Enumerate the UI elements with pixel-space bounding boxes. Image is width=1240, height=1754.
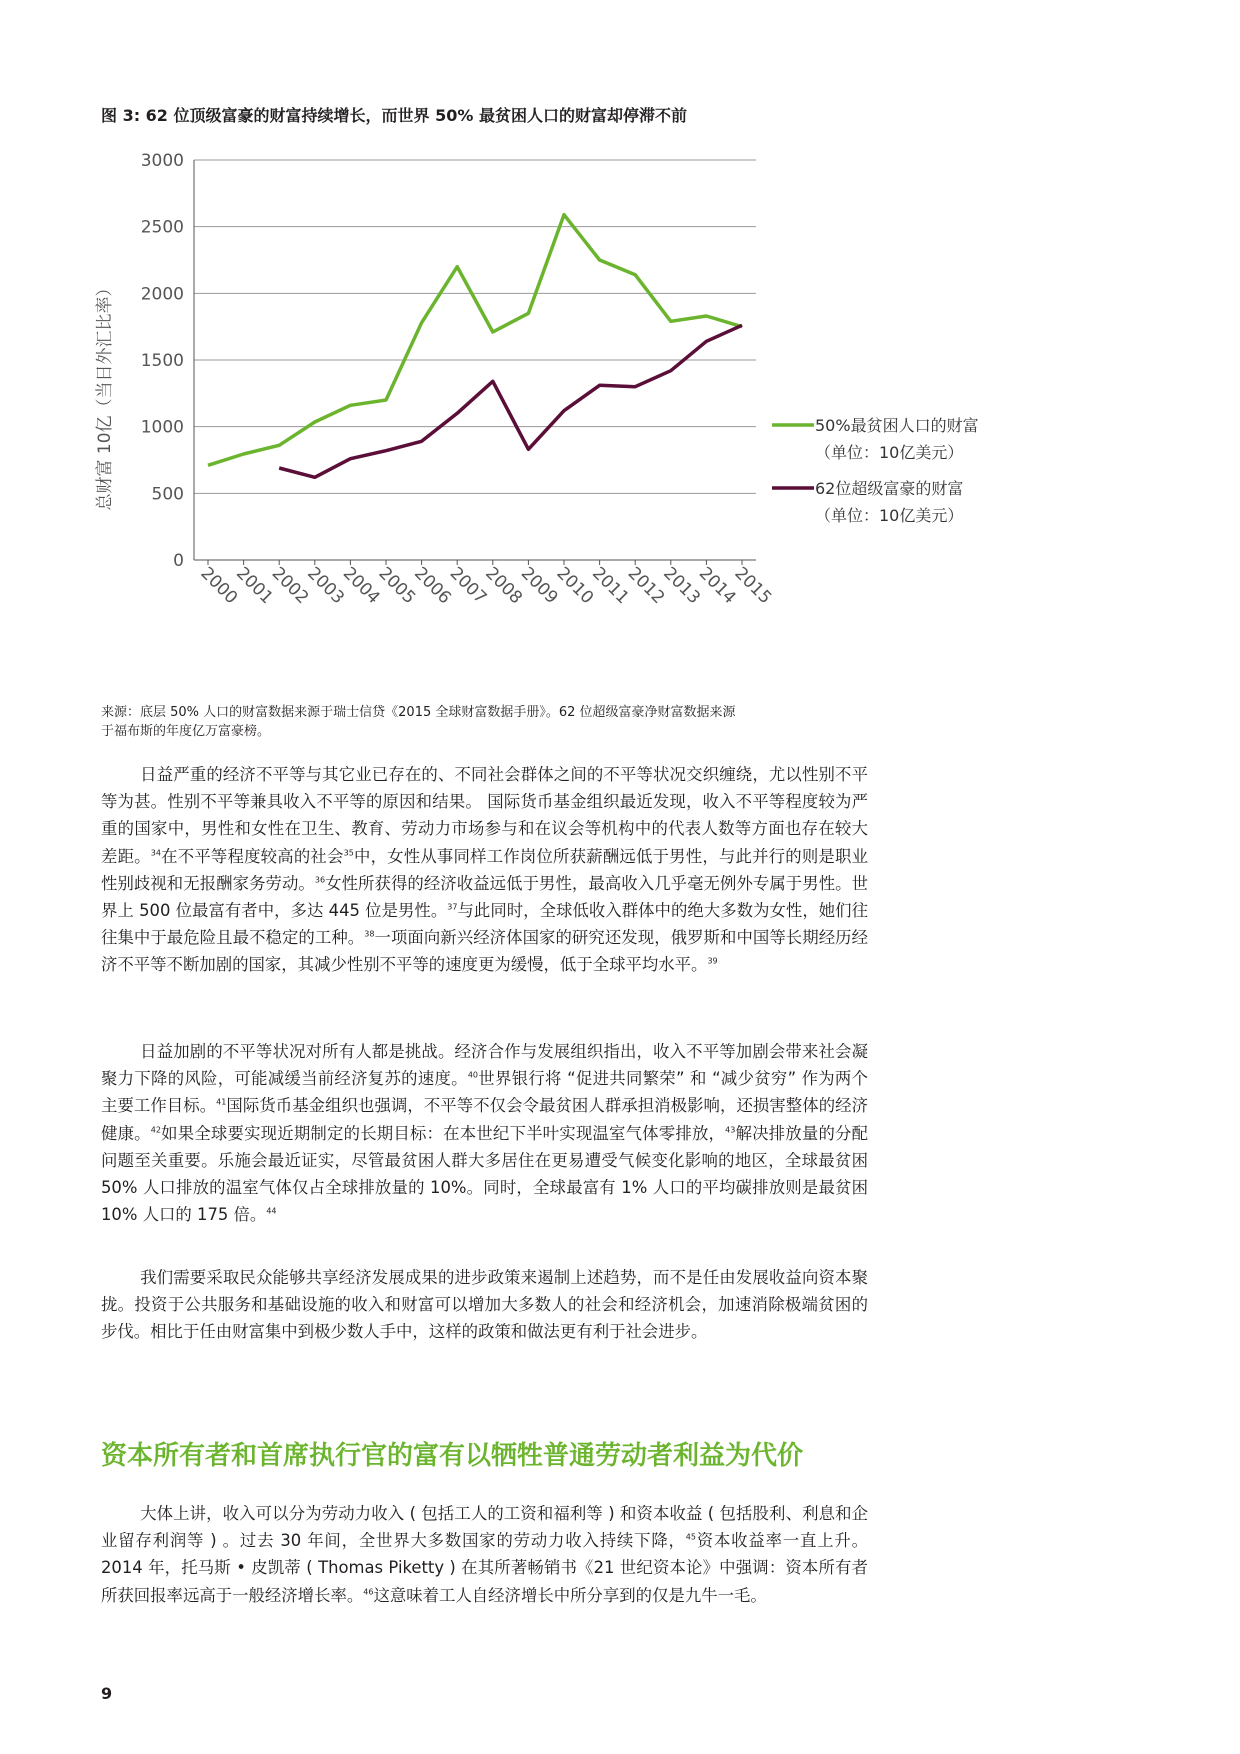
- source-line-1: 来源：底层 50% 人口的财富数据来源于瑞士信贷《2015 全球财富数据手册》。62 位超级富豪净财富数据来源: [101, 705, 736, 720]
- x-tick-label: 2008: [481, 563, 526, 609]
- paragraph-1: 日益严重的经济不平等与其它业已存在的、不同社会群体之间的不平等状况交织缠绕，尤以性别不平等为甚。性别不平等兼具收入不平等的原因和结果。 国际货币基金组织最近发现，收入不平等程度较为严重的国家中，男性和女性在卫生、教育、劳动力市场参与和在议会等机构中的代表人数等方面也存在较大差距。$^{34}$在不平等程度较高的社会$^{35}$中，女性从事同样工作岗位所获薪酬远低于男性，与此并行的则是职业性别歧视和无报酬家务劳动。$^{36}$女性所获得的经济收益远低于男性，最高收入几乎毫无例外专属于男性。世界上 500 位最富有者中，多达 445 位是男性。$^{37}$与此同时，全球低收入群体中的绝大多数为女性，她们往往集中于最危险且最不稳定的工种。$^{38}$一项面向新兴经济体国家的研究还发现，俄罗斯和中国等长期经历经济不平等不断加剧的国家，其减少性别不平等的速度更为缓慢，低于全球平均水平。$^{39}$: [101, 765, 869, 975]
- page-number: 9: [101, 1684, 113, 1703]
- figure-title: 图 3: 62 位顶级富豪的财富持续增长，而世界 50% 最贫困人口的财富却停滞不前: [101, 106, 687, 125]
- chart-y-axis-label: 总财富 10亿（当日外汇比率）: [95, 279, 115, 511]
- legend-label-richest: 62位超级富豪的财富: [815, 479, 964, 498]
- chart-legend: [770, 408, 1010, 548]
- chart-series-lines: [208, 215, 742, 478]
- x-tick-label: 2010: [552, 563, 598, 609]
- paragraph-4: 大体上讲，收入可以分为劳动力收入 ( 包括工人的工资和福利等 ) 和资本收益 ( 包括股利、利息和企业留存利润等 ) 。过去 30 年间，全世界大多数国家的劳动力收入持续下降，$^{45}$资本收益率一直上升。2014 年，托马斯 • 皮凯蒂 ( Thomas Piketty ) 在其所著畅销书《21 世纪资本论》中强调：资本所有者所获回报率远高于一般经济增长率。$^{46}$这意味着工人自经济增长中所分享到的仅是九牛一毛。: [101, 1504, 868, 1605]
- y-tick-label: 0: [173, 551, 184, 571]
- x-tick-label: 2014: [694, 563, 740, 609]
- section-heading: 资本所有者和首席执行官的富有以牺牲普通劳动者利益为代价: [101, 1441, 804, 1471]
- x-tick-label: 2006: [410, 563, 455, 609]
- y-tick-label: 1000: [140, 417, 184, 438]
- x-tick-label: 2003: [303, 563, 348, 609]
- x-tick-label: 2012: [623, 563, 669, 609]
- x-tick-label: 2005: [374, 563, 420, 609]
- figure-source-note: [101, 703, 871, 741]
- y-tick-label: 500: [151, 484, 184, 505]
- x-tick-label: 2009: [516, 563, 562, 609]
- x-tick-label: 2000: [196, 563, 242, 609]
- x-tick-label: 2011: [588, 563, 633, 609]
- x-tick-label: 2002: [267, 563, 313, 609]
- y-tick-label: 1500: [140, 351, 184, 371]
- series-line-0: [208, 215, 742, 466]
- legend-label-poorest: 50%最贫困人口的财富: [815, 416, 979, 435]
- chart-gridlines: [194, 160, 756, 560]
- y-tick-label: 3000: [140, 151, 184, 171]
- paragraph-3: 我们需要采取民众能够共享经济发展成果的进步政策来遏制上述趋势，而不是任由发展收益向资本聚拢。投资于公共服务和基础设施的收入和财富可以增加大多数人的社会和经济机会，加速消除极端贫困的步伐。相比于任由财富集中到极少数人手中，这样的政策和做法更有利于社会进步。: [101, 1268, 868, 1342]
- paragraph-2: 日益加剧的不平等状况对所有人都是挑战。经济合作与发展组织指出，收入不平等加剧会带来社会凝聚力下降的风险，可能减缓当前经济复苏的速度。$^{40}$世界银行将 “促进共同繁荣” 和 “减少贫穷” 作为两个主要工作目标。$^{41}$国际货币基金组织也强调，不平等不仅会令最贫困人群承担消极影响，还损害整体的经济健康。$^{42}$如果全球要实现近期制定的长期目标：在本世纪下半叶实现温室气体零排放，$^{43}$解决排放量的分配问题至关重要。乐施会最近证实，尽管最贫困人群大多居住在更易遭受气候变化影响的地区，全球最贫困 50% 人口排放的温室气体仅占全球排放量的 10%。同时，全球最富有 1% 人口的平均碳排放则是最贫困 10% 人口的 175 倍。$^{44}$: [101, 1042, 869, 1225]
- source-line-2: 于福布斯的年度亿万富豪榜。: [101, 724, 271, 739]
- x-tick-label: 2001: [232, 563, 277, 609]
- x-tick-label: 2015: [730, 563, 776, 609]
- y-tick-label: 2500: [140, 217, 184, 238]
- y-tick-label: 2000: [140, 284, 184, 305]
- x-tick-label: 2013: [659, 563, 704, 609]
- wealth-line-chart: [90, 140, 790, 675]
- legend-label-richest-unit: （单位：10亿美元）: [815, 506, 964, 525]
- x-tick-label: 2004: [338, 563, 384, 609]
- legend-label-poorest-unit: （单位：10亿美元）: [815, 443, 964, 462]
- chart-x-ticks: [196, 560, 775, 608]
- chart-y-ticks: [141, 151, 184, 571]
- series-line-1: [279, 325, 742, 477]
- x-tick-label: 2007: [445, 563, 491, 609]
